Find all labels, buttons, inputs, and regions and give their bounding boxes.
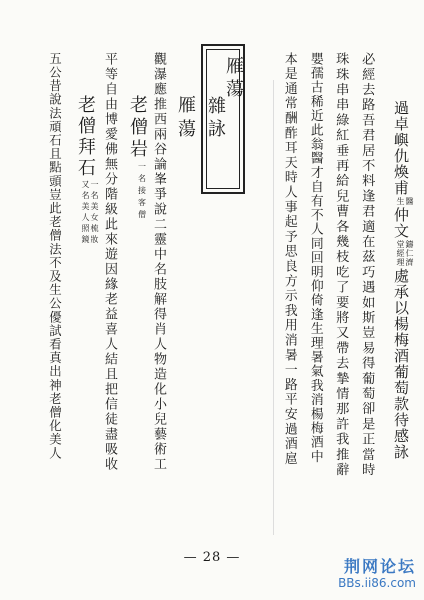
poem-heading-laoseng-baishi: 老僧拜石 一名美女梳妝 又名美人照鏡: [75, 95, 99, 246]
page-number: — 28 —: [183, 550, 241, 565]
annotation-manager: 鑄仁濟 堂經理: [396, 240, 414, 267]
section-heading: 雁蕩: [175, 95, 196, 143]
poem-line: 必經去路吾君居不料逢君適在茲巧遇如斯豈易得葡萄卻是正當時: [359, 52, 375, 478]
poem-title-column: [393, 100, 414, 460]
poem-line: 觀瀑應推西兩谷論峯爭說二靈中名肢解得肖人物造化小兒藝術工: [151, 52, 166, 472]
annotation-alias: 一名美女梳妝 又名美人照鏡: [81, 180, 99, 246]
poem-heading-laoseng-yan: 老僧岩 一名接客僧: [127, 95, 148, 222]
section-title-box: [201, 44, 245, 194]
watermark-name: 荆网论坛: [343, 557, 416, 576]
poem-line: 本是通常酬酢耳天時人事起予思良方示我用消暑一路平安過酒扈: [281, 52, 297, 467]
annotation-doctor: 醫 生: [396, 197, 414, 206]
poem-line: 平等自由博愛佛無分階級此來遊因緣老益喜人結且把信徒盡吸收: [102, 52, 117, 472]
forum-watermark: [338, 558, 416, 590]
section-title-col-2: 雜詠: [205, 96, 226, 142]
poem-line: 五公昔說法頑石且點頭豈此老僧法不及生公優試看真出神老僧化美人: [47, 52, 63, 460]
watermark-url: BBs.ii86.com: [338, 576, 416, 590]
annotation-alias: 一名接客僧: [137, 162, 147, 222]
poem-title-part-c: 處承以楊梅酒葡萄款待感詠: [392, 268, 410, 460]
column-divider: [273, 80, 274, 535]
section-title-col-1: 雁蕩: [223, 56, 244, 102]
poem-line: 嬰孺古稀近此翁醫才自有不人同回明仰倚逢生理暑氣我消楊梅酒中: [307, 52, 323, 464]
poem-line: 珠珠串串綠紅垂再給兒曹各幾枝吃了要將又帶去摯情那許我推辭: [333, 52, 349, 478]
poem-title-part-a: 過卓嶼仇煥甫: [392, 100, 410, 196]
poem-title-part-b: 仲文: [392, 207, 410, 239]
